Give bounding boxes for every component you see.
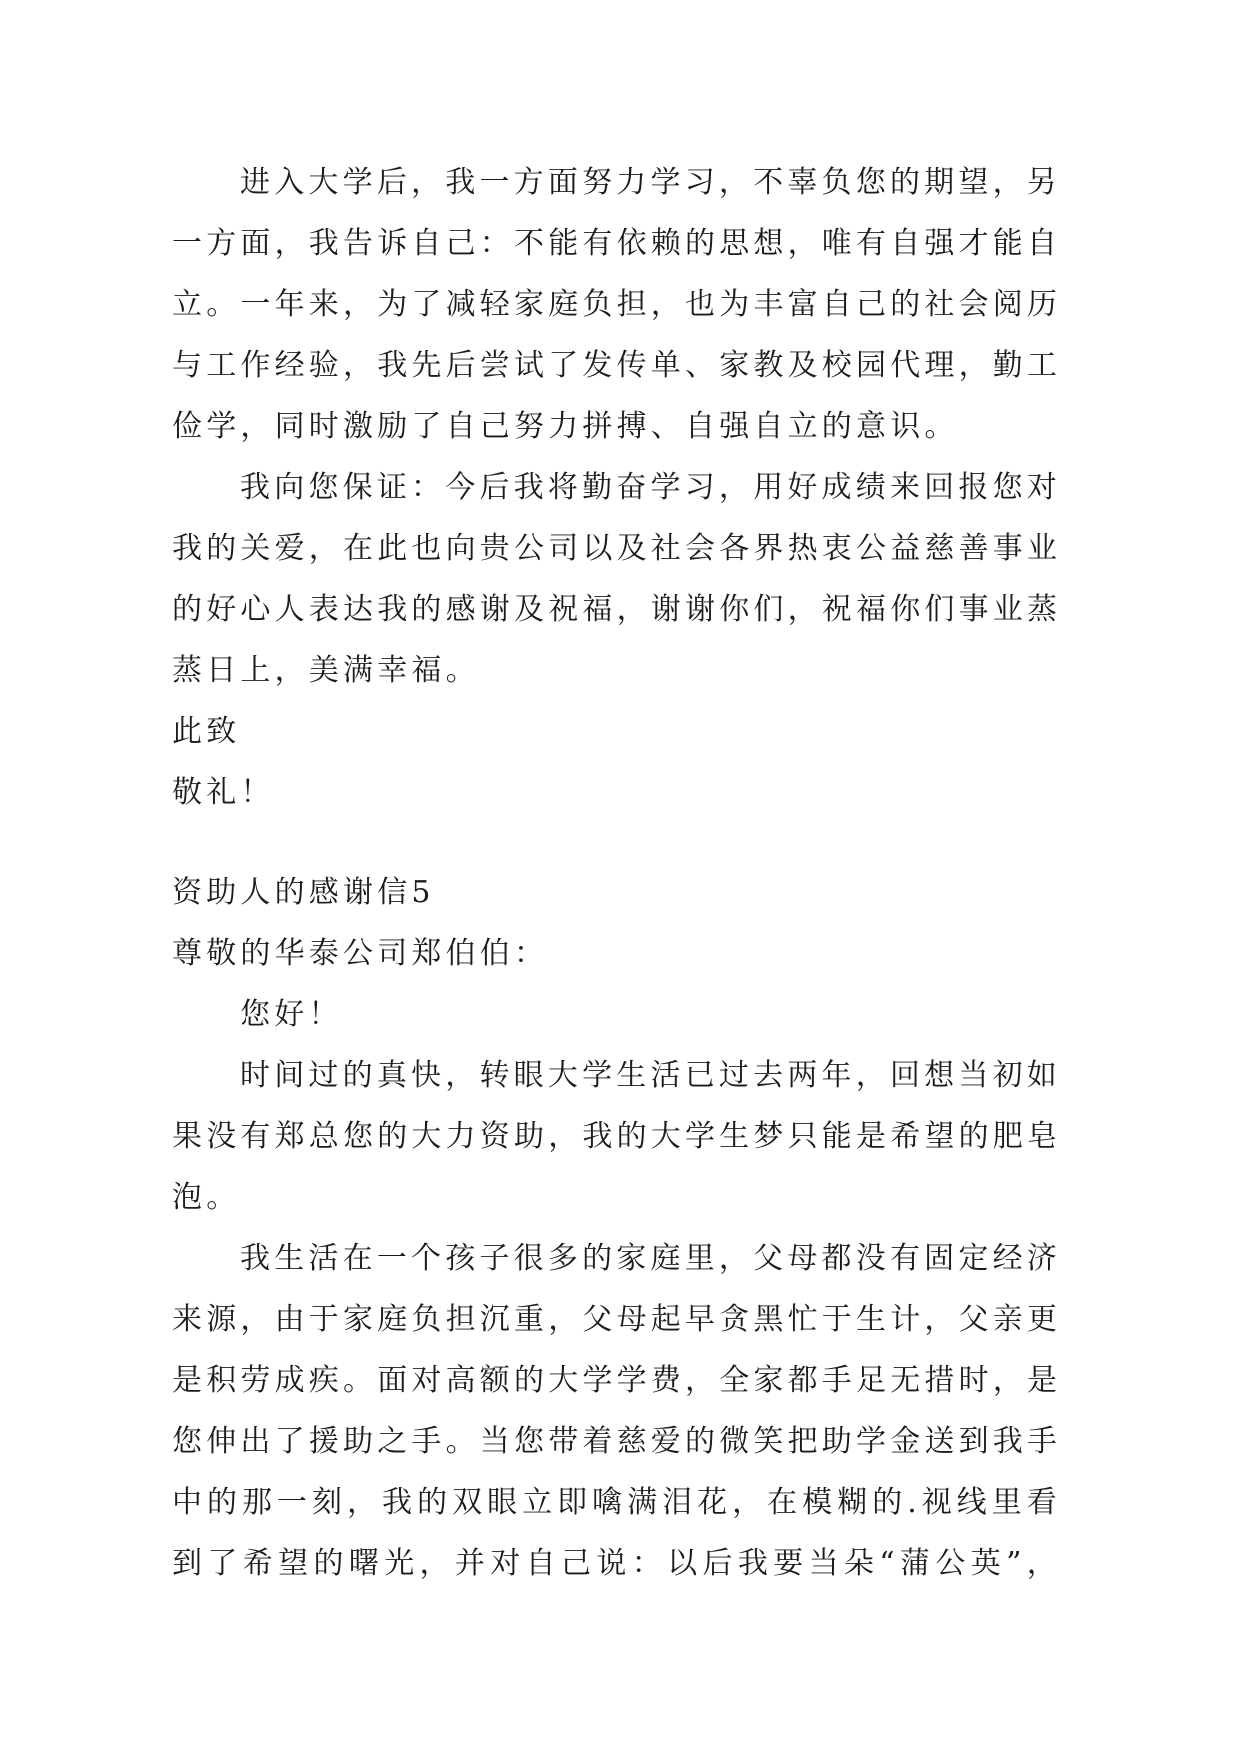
text-line: 您伸出了援助之手。当您带着慈爱的微笑把助学金送到我手	[172, 1424, 1062, 1459]
text-line: 蒸日上，美满幸福。	[172, 653, 480, 688]
letter-closing: 此致	[172, 714, 241, 749]
paragraph	[172, 457, 1061, 701]
section-title: 资助人的感谢信5	[172, 875, 435, 910]
text-line: 时间过的真快，转眼大学生活已过去两年，回想当初如	[240, 1058, 1061, 1093]
document-body	[172, 152, 1061, 1594]
text-line: 俭学，同时激励了自己努力拼搏、自强自立的意识。	[172, 409, 959, 444]
text-line: 是积劳成疾。面对高额的大学学费，全家都手足无措时，是	[172, 1363, 1062, 1398]
text-line: 我的关爱，在此也向贵公司以及社会各界热衷公益慈善事业	[172, 531, 1062, 566]
text-line: 来源，由于家庭负担沉重，父母起早贪黑忙于生计，父亲更	[172, 1302, 1062, 1337]
text-line: 立。一年来，为了减轻家庭负担，也为丰富自己的社会阅历	[172, 287, 1062, 322]
text-line: 的好心人表达我的感谢及祝福，谢谢你们，祝福你们事业蒸	[172, 592, 1062, 627]
paragraph	[172, 152, 1061, 457]
text-line: 我向您保证：今后我将勤奋学习，用好成绩来回报您对	[240, 470, 1061, 505]
letter-salute: 敬礼！	[172, 775, 275, 810]
text-line: 泡。	[172, 1180, 241, 1215]
text-line: 进入大学后，我一方面努力学习，不辜负您的期望，另	[240, 165, 1061, 200]
paragraph	[172, 1228, 1061, 1594]
text-line: 与工作经验，我先后尝试了发传单、家教及校园代理，勤工	[172, 348, 1062, 383]
paragraph	[172, 1045, 1061, 1228]
letter-greeting: 您好！	[240, 997, 343, 1032]
text-line: 中的那一刻，我的双眼立即噙满泪花，在模糊的.视线里看	[172, 1485, 1061, 1520]
text-line: 一方面，我告诉自己：不能有依赖的思想，唯有自强才能自	[172, 226, 1062, 261]
text-line: 到了希望的曙光，并对自己说：以后我要当朵“蒲公英”，	[172, 1546, 1061, 1581]
letter-salutation: 尊敬的华泰公司郑伯伯：	[172, 936, 549, 971]
text-line: 我生活在一个孩子很多的家庭里，父母都没有固定经济	[240, 1241, 1061, 1276]
text-line: 果没有郑总您的大力资助，我的大学生梦只能是希望的肥皂	[172, 1119, 1062, 1154]
